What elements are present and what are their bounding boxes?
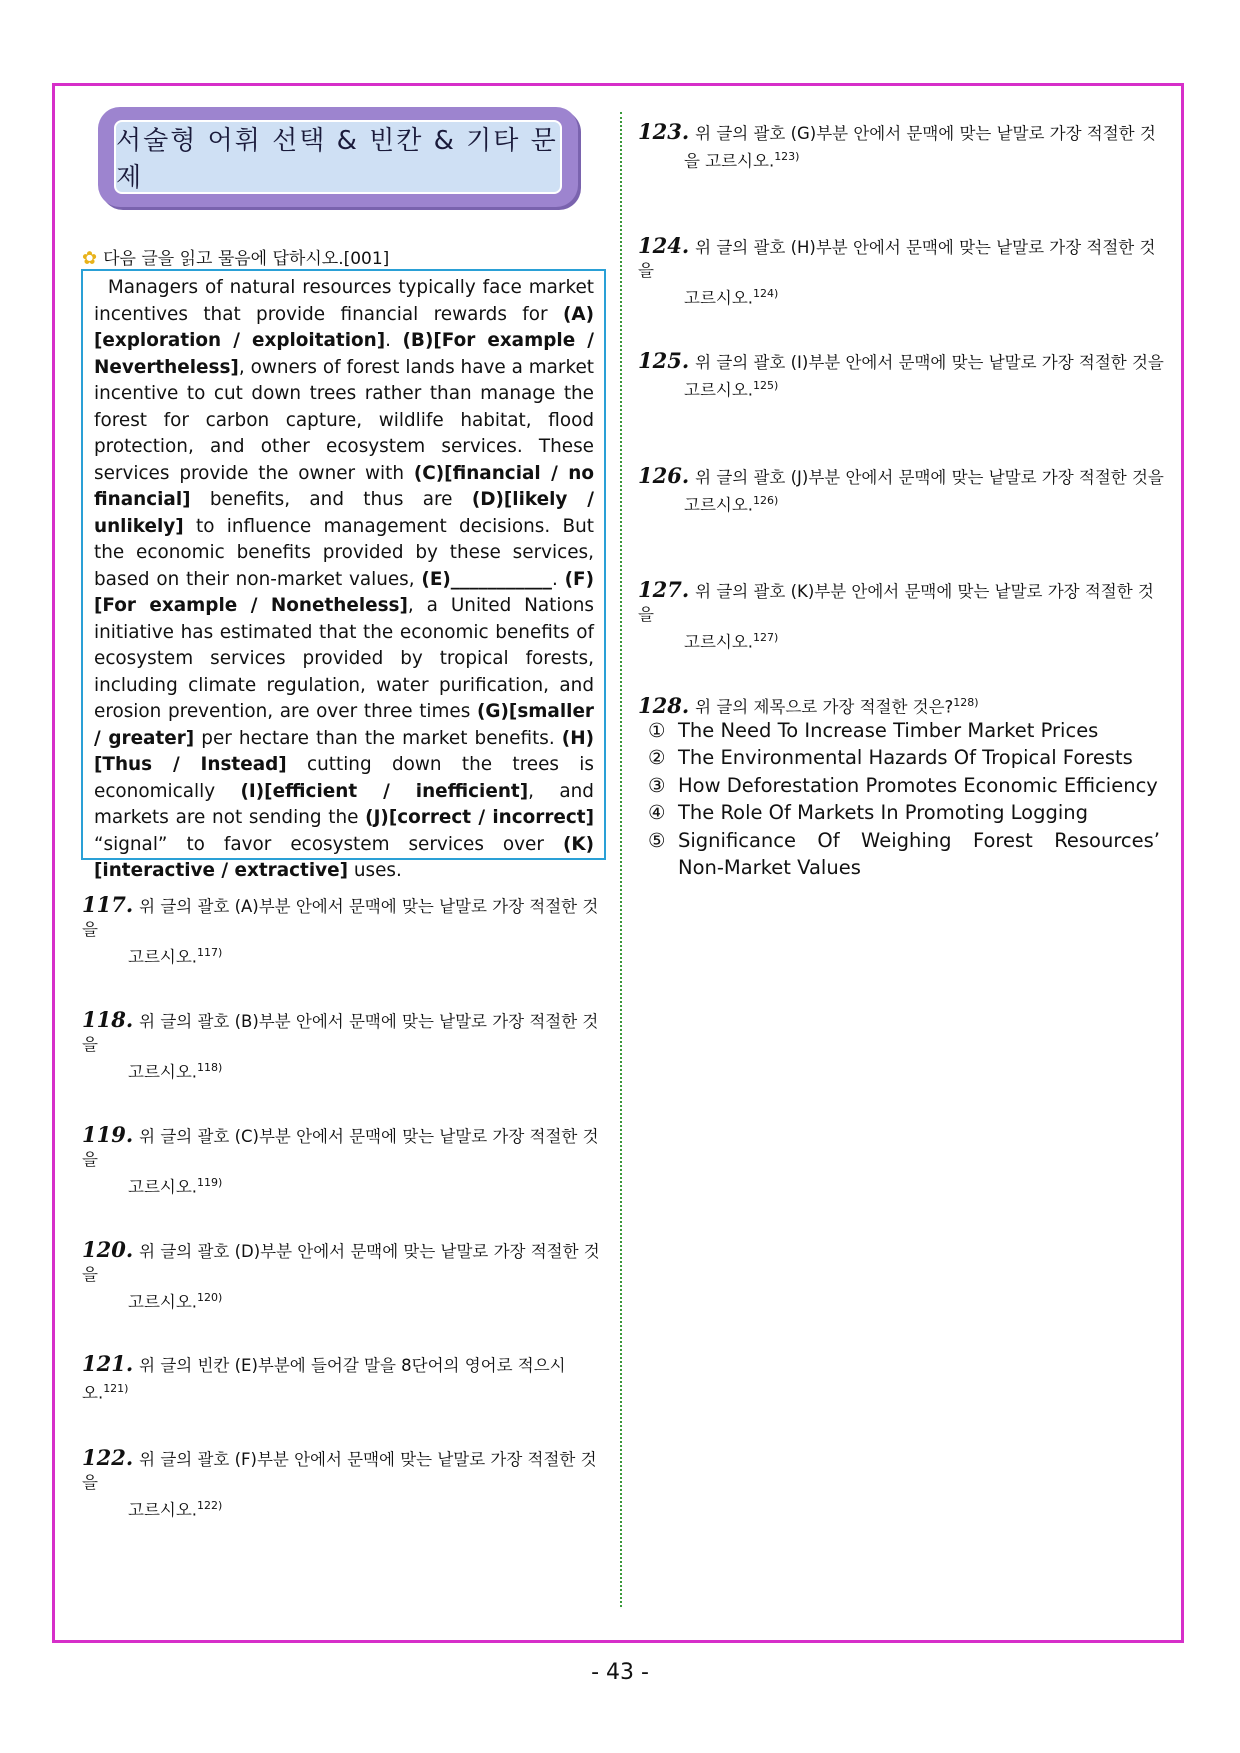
passage-text: , a United Nations initiative has estimated that the economic benefits of ecosystem services provided by tropical forests, including climate regulation, water purification, and erosion prevention, are over three times <box>94 595 594 722</box>
footnote-ref: 121) <box>103 1382 129 1395</box>
column-divider <box>620 112 622 1607</box>
question-text: 고르시오. <box>684 495 754 515</box>
footnote-ref: 117) <box>197 946 223 959</box>
question-122 <box>82 1446 612 1522</box>
question-125 <box>638 349 1168 402</box>
question-text: 고르시오. <box>684 380 754 400</box>
reading-passage <box>81 269 606 881</box>
option-text: Significance Of Weighing Forest Resources’ <box>678 828 1160 852</box>
question-123 <box>638 120 1168 173</box>
question-118 <box>82 1008 612 1084</box>
question-number: 117. <box>82 892 134 917</box>
option-marker: ④ <box>648 801 666 825</box>
passage-text: Managers of natural resources typically face market incentives that provide financial rewards for <box>94 277 594 325</box>
choice-c: (C)[financial / no financial] <box>94 462 594 510</box>
question-119 <box>82 1123 612 1199</box>
passage-text: cutting down the trees is economically <box>94 754 594 802</box>
question-text: 을 고르시오. <box>684 151 775 171</box>
passage-text: per hectare than the market benefits. <box>194 727 562 749</box>
option-marker: ② <box>648 746 666 770</box>
question-text: 고르시오. <box>684 632 754 652</box>
passage-text: “signal” to favor ecosystem services over <box>94 833 563 855</box>
question-number: 121. <box>82 1351 134 1376</box>
question-text: 위 글의 괄호 (C)부분 안에서 문맥에 맞는 낱말로 가장 적절한 것을 <box>82 1127 599 1169</box>
passage-text: , and markets are not sending the <box>94 780 594 828</box>
footnote-ref: 124) <box>753 287 779 300</box>
page-number: - 43 - <box>591 1660 649 1685</box>
question-text: 고르시오. <box>128 1292 198 1312</box>
question-127 <box>638 578 1168 654</box>
option-text: The Role Of Markets In Promoting Logging <box>678 801 1089 825</box>
question-text: 고르시오. <box>128 947 198 967</box>
footnote-ref: 127) <box>753 631 779 644</box>
option-text: The Environmental Hazards Of Tropical Forests <box>678 746 1133 770</box>
option-text: Non-Market Values <box>678 856 861 880</box>
question-number: 124. <box>638 233 690 258</box>
footnote-ref: 119) <box>197 1176 223 1189</box>
footnote-ref: 125) <box>753 379 779 392</box>
flower-icon: ✿ <box>82 248 98 269</box>
option-text: How Deforestation Promotes Economic Efficiency <box>678 773 1158 797</box>
question-text: 위 글의 빈칸 (E)부분에 들어갈 말을 8단어의 영어로 적으시오. <box>82 1356 566 1403</box>
question-number: 118. <box>82 1007 134 1032</box>
option-3[interactable] <box>648 772 1160 799</box>
question-text: 위 글의 괄호 (G)부분 안에서 문맥에 맞는 낱말로 가장 적절한 것 <box>695 124 1156 143</box>
choice-i: (I)[efficient / inefficient] <box>240 780 529 802</box>
option-marker: ① <box>648 719 666 742</box>
question-number: 125. <box>638 348 690 373</box>
choice-d: (D)[likely / unlikely] <box>94 489 594 537</box>
question-number: 127. <box>638 577 690 602</box>
choice-a: (A)[exploration / exploitation] <box>94 303 594 351</box>
question-number: 123. <box>638 119 690 144</box>
option-1[interactable] <box>648 717 1160 744</box>
footnote-ref: 122) <box>197 1499 223 1512</box>
question-text: 고르시오. <box>128 1062 198 1082</box>
question-text: 위 글의 괄호 (F)부분 안에서 문맥에 맞는 낱말로 가장 적절한 것을 <box>82 1450 597 1492</box>
question-number: 126. <box>638 463 690 488</box>
option-text: The Need To Increase Timber Market Prices <box>678 719 1099 742</box>
question-126 <box>638 464 1168 517</box>
choice-k: (K)[interactive / extractive] <box>94 833 594 881</box>
answer-options <box>648 717 1160 881</box>
question-text: 고르시오. <box>128 1177 198 1197</box>
question-120 <box>82 1238 612 1314</box>
option-5-continued <box>648 854 1160 881</box>
passage-text: . <box>551 568 565 590</box>
question-number: 122. <box>82 1445 134 1470</box>
option-marker: ③ <box>648 773 666 797</box>
question-text: 위 글의 괄호 (H)부분 안에서 문맥에 맞는 낱말로 가장 적절한 것을 <box>638 238 1156 280</box>
question-number: 128. <box>638 692 690 718</box>
footnote-ref: 120) <box>197 1291 223 1304</box>
instruction <box>82 244 389 269</box>
choice-b: (B)[For example / Nevertheless] <box>94 330 594 378</box>
passage-text: uses. <box>348 860 402 881</box>
question-text: 고르시오. <box>128 1500 198 1520</box>
question-text: 위 글의 괄호 (B)부분 안에서 문맥에 맞는 낱말로 가장 적절한 것을 <box>82 1012 599 1054</box>
passage-text: benefits, and thus are <box>190 489 472 510</box>
option-5[interactable] <box>648 827 1160 854</box>
question-text: 위 글의 괄호 (K)부분 안에서 문맥에 맞는 낱말로 가장 적절한 것을 <box>638 582 1154 624</box>
blank-e: (E)___________ <box>421 568 552 590</box>
footnote-ref: 123) <box>774 150 800 163</box>
footnote-ref: 128) <box>953 696 979 709</box>
option-marker: ⑤ <box>648 828 666 852</box>
section-title-badge <box>98 107 578 207</box>
question-text: 위 글의 괄호 (J)부분 안에서 문맥에 맞는 낱말로 가장 적절한 것을 <box>695 468 1164 487</box>
question-128 <box>638 691 1168 719</box>
question-117 <box>82 893 612 969</box>
question-text: 위 글의 괄호 (A)부분 안에서 문맥에 맞는 낱말로 가장 적절한 것을 <box>82 897 599 939</box>
question-number: 119. <box>82 1122 134 1147</box>
question-text: 위 글의 제목으로 가장 적절한 것은? <box>695 697 954 717</box>
question-text: 위 글의 괄호 (I)부분 안에서 문맥에 맞는 낱말로 가장 적절한 것을 <box>695 353 1164 372</box>
option-2[interactable] <box>648 744 1160 771</box>
question-text: 고르시오. <box>684 288 754 308</box>
question-text: 위 글의 괄호 (D)부분 안에서 문맥에 맞는 낱말로 가장 적절한 것을 <box>82 1242 600 1284</box>
option-4[interactable] <box>648 799 1160 826</box>
choice-j: (J)[correct / incorrect] <box>365 807 594 828</box>
choice-g: (G)[smaller / greater] <box>94 701 594 749</box>
question-number: 120. <box>82 1237 134 1262</box>
footnote-ref: 126) <box>753 494 779 507</box>
passage-text: . <box>385 330 403 351</box>
choice-f: (F)[For example / Nonetheless] <box>94 568 594 616</box>
instruction-text: 다음 글을 읽고 물음에 답하시오.[001] <box>103 249 390 269</box>
passage-text: , owners of forest lands have a market incentive to cut down trees rather than manage the forest for carbon capture, wildlife habitat, flood protection, and other ecosystem services. These services provide the owner with <box>94 356 594 484</box>
question-124 <box>638 234 1168 310</box>
question-121 <box>82 1352 612 1405</box>
section-title: 서술형 어휘 선택 & 빈칸 & 기타 문제 <box>114 120 562 194</box>
passage-text: to influence management decisions. But the economic benefits provided by these services, based on their non-market values, <box>94 515 594 590</box>
footnote-ref: 118) <box>197 1061 223 1074</box>
choice-h: (H)[Thus / Instead] <box>94 727 594 775</box>
